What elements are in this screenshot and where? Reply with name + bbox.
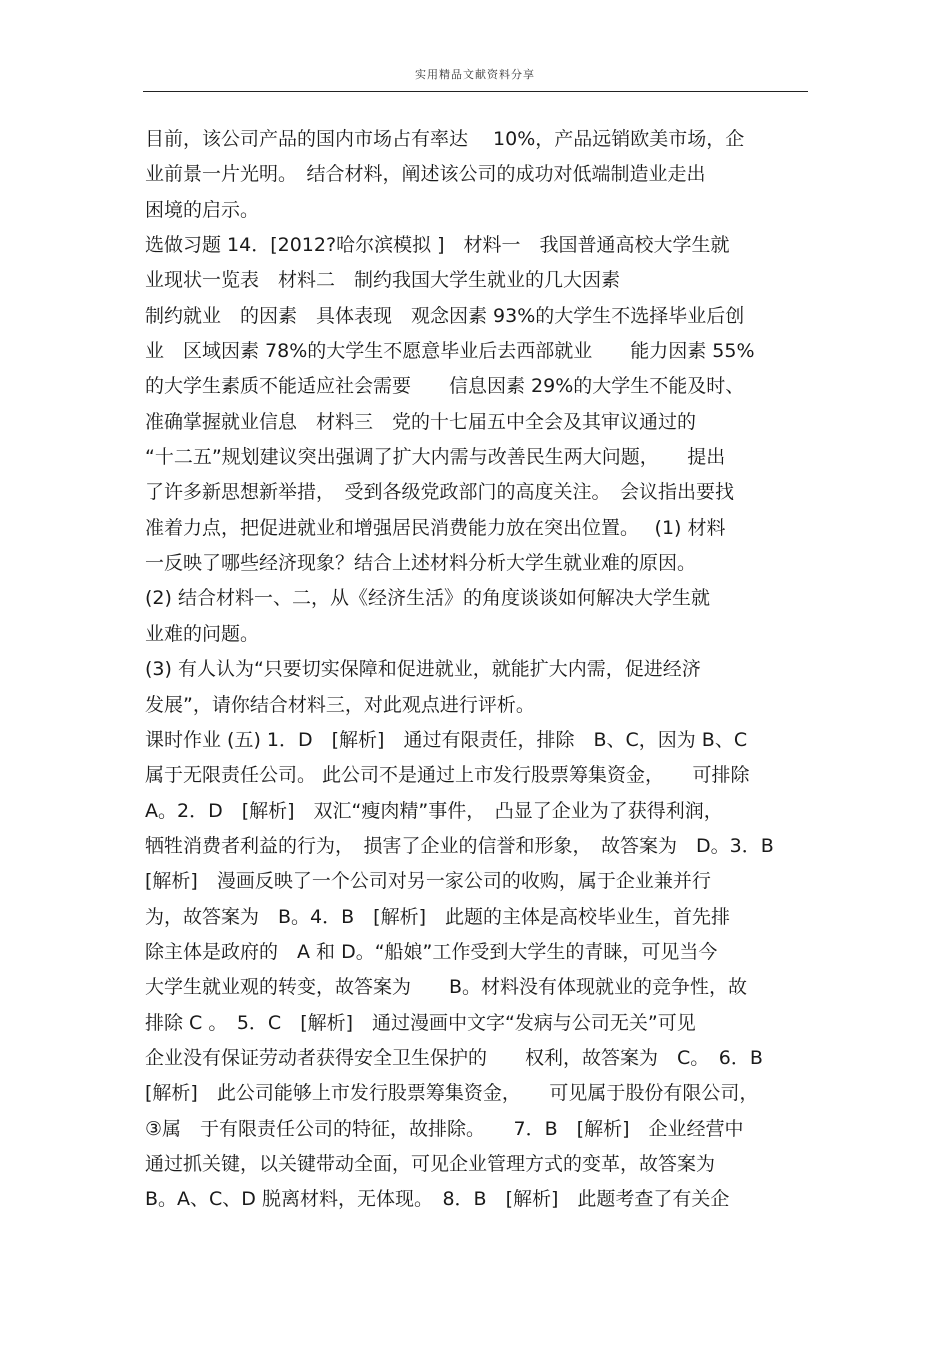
text-line: 大学生就业观的转变，故答案为 B。材料没有体现就业的竞争性，故	[145, 976, 748, 999]
text-line: 除主体是政府的 A 和 D。“船娘”工作受到大学生的青睐，可见当今	[145, 940, 718, 963]
text-line: [解析] 漫画反映了一个公司对另一家公司的收购，属于企业兼并行	[145, 870, 711, 893]
text-line: 通过抓关键，以关键带动全面，可见企业管理方式的变革，故答案为	[145, 1152, 716, 1175]
text-line: 制约就业 的因素 具体表现 观念因素 93%的大学生不选择毕业后创	[145, 304, 745, 327]
text-line: 牺牲消费者利益的行为， 损害了企业的信誉和形象， 故答案为 D。3．B	[145, 834, 774, 857]
text-line: 发展”，请你结合材料三，对此观点进行评析。	[145, 693, 535, 716]
text-line: 选做习题 14．[2012?哈尔滨模拟 ] 材料一 我国普通高校大学生就	[145, 234, 730, 257]
text-line: 排除 C 。 5．C [解析] 通过漫画中文字“发病与公司无关”可见	[145, 1011, 696, 1034]
text-line: ③属 于有限责任公司的特征，故排除。 7．B [解析] 企业经营中	[145, 1117, 744, 1140]
text-line: 的大学生素质不能适应社会需要 信息因素 29%的大学生不能及时、	[145, 375, 745, 398]
text-line: 一反映了哪些经济现象？结合上述材料分析大学生就业难的原因。	[145, 552, 697, 575]
text-line: 业难的问题。	[145, 622, 260, 645]
text-line: 为，故答案为 B。4．B [解析] 此题的主体是高校毕业生，首先排	[145, 905, 730, 928]
text-line: 目前，该公司产品的国内市场占有率达 10%，产品远销欧美市场，企	[145, 128, 745, 150]
text-line: 业 区域因素 78%的大学生不愿意毕业后去西部就业 能力因素 55%	[145, 340, 755, 363]
text-line: 准着力点，把促进就业和增强居民消费能力放在突出位置。 (1) 材料	[145, 516, 726, 539]
text-line: 业现状一览表 材料二 制约我国大学生就业的几大因素	[145, 269, 621, 292]
text-line: 了许多新思想新举措， 受到各级党政部门的高度关注。 会议指出要找	[145, 481, 735, 504]
text-line: 课时作业 (五) 1．D [解析] 通过有限责任，排除 B、C，因为 B、C	[145, 728, 748, 751]
text-line: (3) 有人认为“只要切实保障和促进就业，就能扩大内需，促进经济	[145, 658, 701, 681]
text-line: (2) 结合材料一、二，从《经济生活》的角度谈谈如何解决大学生就	[145, 587, 710, 610]
text-line: [解析] 此公司能够上市发行股票筹集资金， 可见属于股份有限公司，	[145, 1082, 759, 1105]
document-body	[145, 122, 825, 1218]
text-line: 企业没有保证劳动者获得安全卫生保护的 权利，故答案为 C。 6．B	[145, 1046, 763, 1069]
text-line: 属于无限责任公司。 此公司不是通过上市发行股票筹集资金， 可排除	[145, 764, 750, 787]
text-line: A。2．D [解析] 双汇“瘦肉精”事件， 凸显了企业为了获得利润，	[145, 799, 723, 822]
text-line: 准确掌握就业信息 材料三 党的十七届五中全会及其审议通过的	[145, 410, 697, 433]
page-header: 实用精品文献资料分享	[415, 68, 535, 81]
text-line: B。A、C、D 脱离材料，无体现。 8．B [解析] 此题考查了有关企	[145, 1188, 730, 1211]
text-line: “十二五”规划建议突出强调了扩大内需与改善民生两大问题， 提出	[145, 446, 726, 469]
header-divider	[143, 91, 808, 92]
text-line: 业前景一片光明。 结合材料，阐述该公司的成功对低端制造业走出	[145, 163, 706, 186]
text-line: 困境的启示。	[145, 198, 260, 221]
